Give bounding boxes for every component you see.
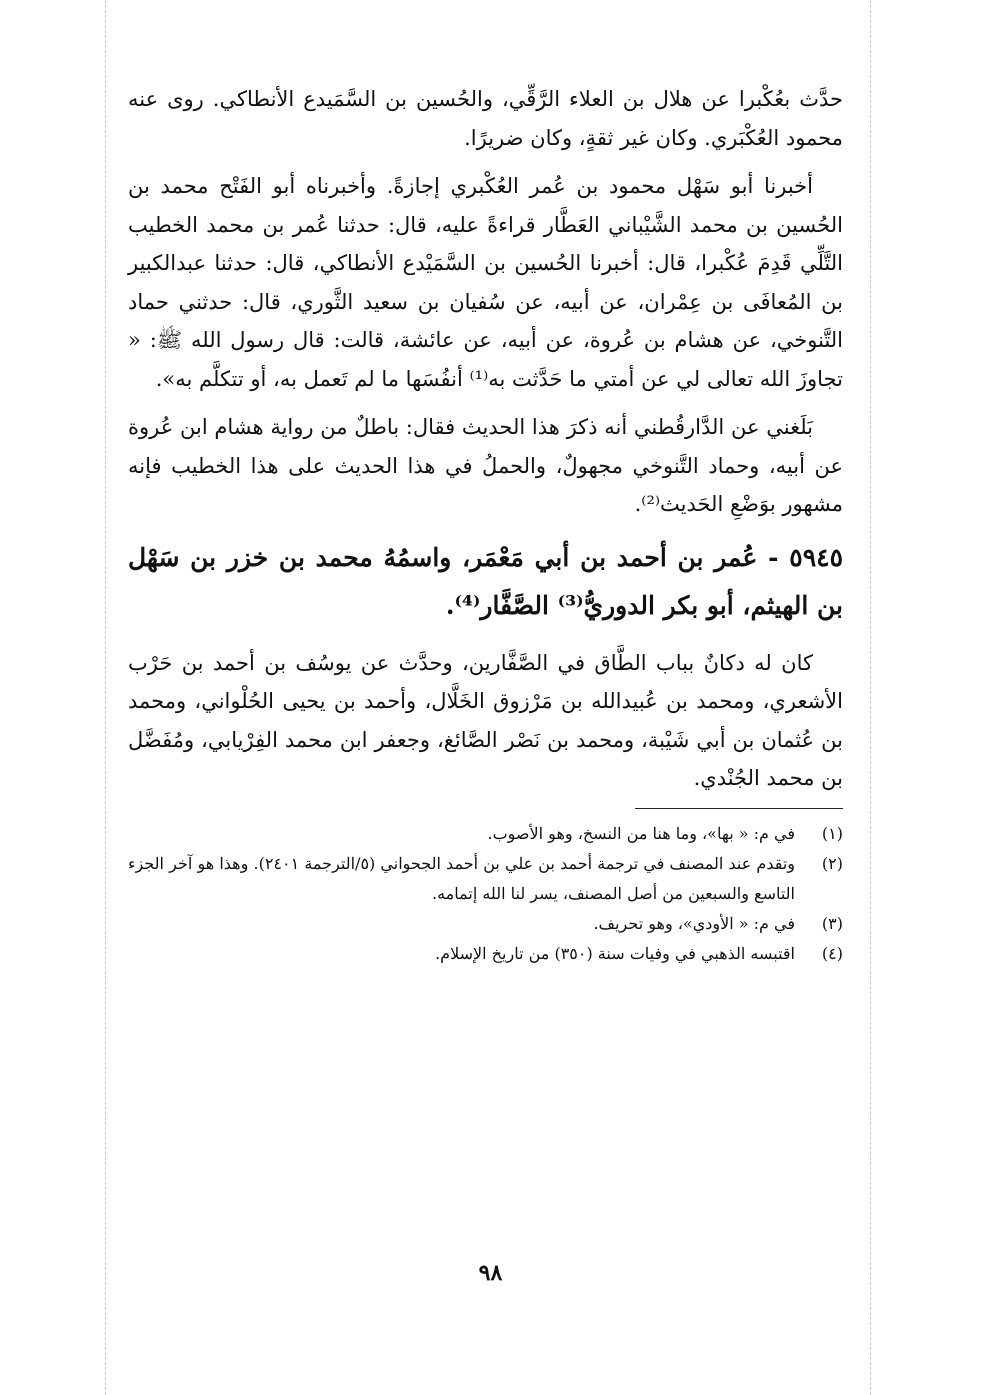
footnote-number: (١) [821, 823, 843, 843]
footnote-1 [128, 819, 843, 849]
footnote-text: اقتبسه الذهبي في وفيات سنة (٣٥٠) من تاريخ الإسلام. [435, 943, 795, 963]
entry-title: - عُمر بن أحمد بن أبي مَعْمَر، واسمُهُ محمد بن خزر بن سَهْل بن الهيثم، أبو بكر الدوريُّ⁽³⁾ الصَّفَّار⁽⁴⁾. [128, 542, 843, 620]
footnote-text: وتقدم عند المصنف في ترجمة أحمد بن علي بن أحمد الجحواني (٥/الترجمة ٢٤٠١). وهذا هو آخر الجزء التاسع والسبعين من أصل المصنف، يسر لنا الله إتمامه. [128, 853, 796, 903]
footnote-text: في م: « بها»، وما هنا من النسخ، وهو الأصوب. [487, 823, 795, 843]
paragraph-2: أخبرنا أبو سَهْل محمود بن عُمر العُكْبري إجازةً. وأخبرناه أبو الفَتْح محمد بن الحُسين بن محمد الشَّيْباني العَطَّار قراءةً عليه، قال: حدثنا عُمر بن محمد الخطيب التَّلِّي قَدِمَ عُكْبرا، قال: أخبرنا الحُسين بن السَّمَيْدع الأنطاكي، قال: حدثنا عبدالكبير بن المُعافَى بن عِمْران، عن أبيه، عن سُفيان بن سعيد الثَّوري، قال: حدثني حماد التَّنوخي، عن هشام بن عُروة، عن أبيه، عن عائشة، قالت: قال رسول الله ﷺ: « تجاوزَ الله تعالى لي عن أمتي ما حَدَّثت به⁽¹⁾ أنفُسَها ما لم تَعمل به، أو تتكلَّم به». [128, 174, 843, 391]
footnote-2 [128, 849, 843, 909]
footnotes [128, 819, 843, 969]
entry-number: ٥٩٤٥ [789, 542, 843, 572]
page-number: ٩٨ [478, 1260, 503, 1286]
footnote-number: (٣) [821, 913, 843, 933]
scan-edge-right [870, 0, 871, 1395]
footnote-divider [635, 808, 843, 809]
footnote-4 [128, 939, 843, 969]
scan-edge-left [105, 0, 106, 1395]
footnote-number: (٢) [821, 853, 843, 873]
footnote-3 [128, 909, 843, 939]
paragraph-3: بَلَغني عن الدَّارقُطني أنه ذكرَ هذا الحديث فقال: باطلٌ من رواية هشام ابن عُروة عن أبيه، وحماد التَّنوخي مجهولٌ، والحملُ في هذا الحديث على هذا الخطيب فإنه مشهور بوَضْعِ الحَديث⁽²⁾. [128, 415, 843, 516]
entry-paragraph: كان له دكانٌ بباب الطَّاق في الصَّفَّارين، وحدَّث عن يوسُف بن أحمد بن حَرْب الأشعري، ومحمد بن عُبيدالله بن مَرْزوق الخَلَّال، وأحمد بن يحيى الحُلْواني، ومحمد بن عُثمان بن أبي شَيْبة، ومحمد بن نَصْر الصَّائغ، وجعفر ابن محمد الفِرْيابي، ومُفَضَّل بن محمد الجُنْدي. [128, 650, 843, 790]
footnote-text: في م: « الأودي»، وهو تحريف. [593, 913, 795, 933]
page-body [128, 80, 843, 969]
entry-heading [128, 534, 843, 630]
paragraph-1: حدَّث بعُكْبرا عن هلال بن العلاء الرَّقِّي، والحُسين بن السَّمَيدع الأنطاكي. روى عنه محمود العُكْبَري. وكان غير ثقةٍ، وكان ضريرًا. [128, 87, 843, 150]
footnote-number: (٤) [821, 943, 843, 963]
